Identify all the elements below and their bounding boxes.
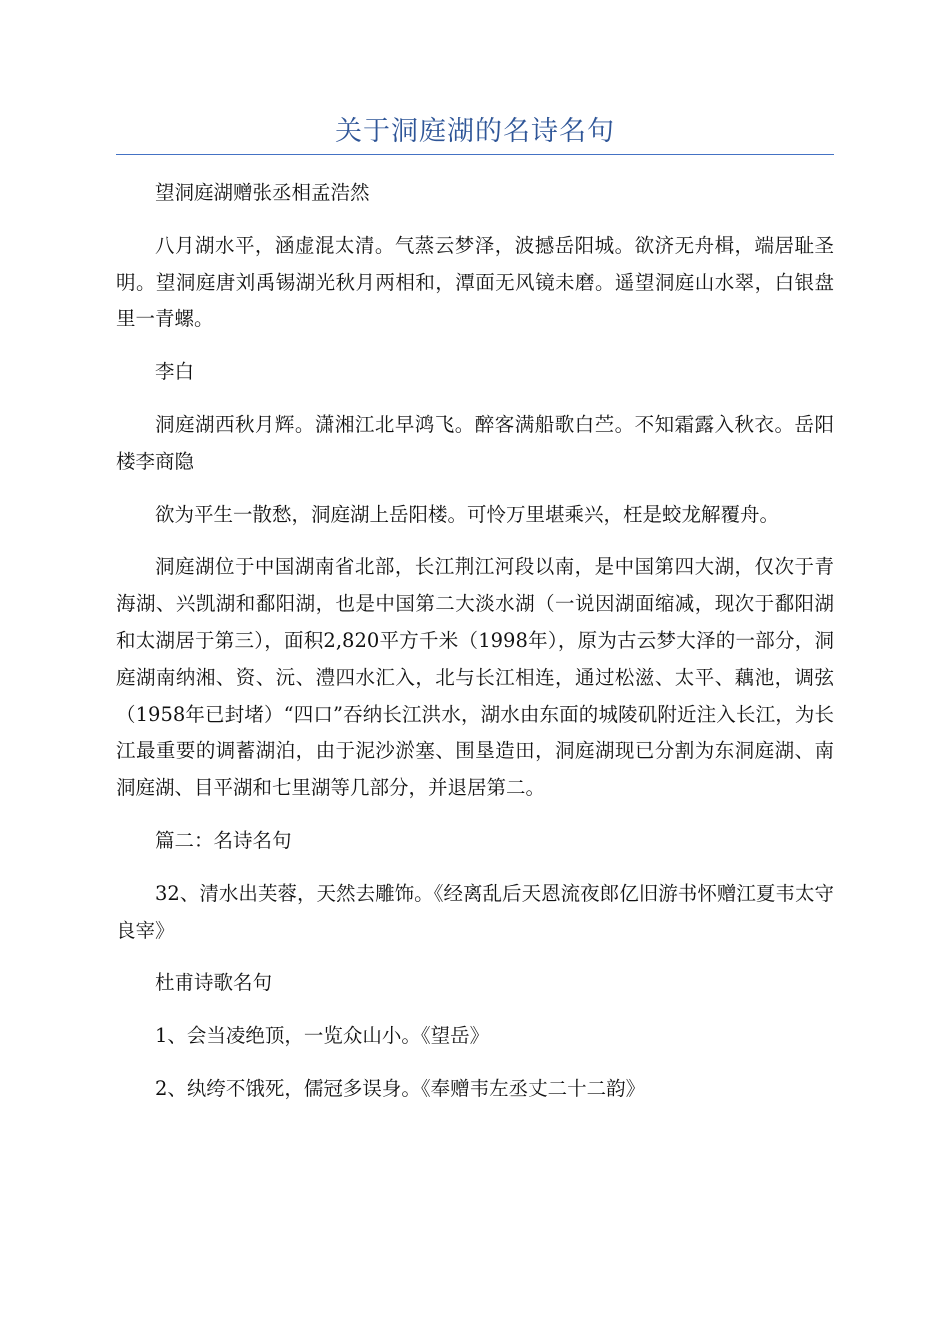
title-underline <box>116 154 834 155</box>
paragraph-dongting-description: 洞庭湖位于中国湖南省北部，长江荆江河段以南，是中国第四大湖，仅次于青海湖、兴凯湖和鄱阳湖，也是中国第二大淡水湖（一说因湖面缩减，现次于鄱阳湖和太湖居于第三），面积2,820平方千米（1998年），原为古云梦大泽的一部分，洞庭湖南纳湘、资、沅、澧四水汇入，北与长江相连，通过松滋、太平、藕池，调弦（1958年已封堵）“四口”吞纳长江洪水，湖水由东面的城陵矶附近注入长江，为长江最重要的调蓄湖泊，由于泥沙淤塞、围垦造田，洞庭湖现已分割为东洞庭湖、南洞庭湖、目平湖和七里湖等几部分，并退居第二。 <box>116 555 834 800</box>
paragraph-section-heading: 篇二：名诗名句 <box>155 828 292 852</box>
paragraph-quote-32: 32、清水出芙蓉，天然去雕饰。《经离乱后天恩流夜郎亿旧游书怀赠江夏韦太守良宰》 <box>116 881 834 942</box>
paragraph-du-fu-heading: 杜甫诗歌名句 <box>155 971 273 995</box>
paragraph-quote-1: 1、会当凌绝顶，一览众山小。《望岳》 <box>155 1024 490 1048</box>
paragraph-quote-2: 2、纨绔不饿死，儒冠多误身。《奉赠韦左丞丈二十二韵》 <box>155 1076 646 1100</box>
paragraph-poem-text-3: 欲为平生一散愁，洞庭湖上岳阳楼。可怜万里堪乘兴，枉是蛟龙解覆舟。 <box>155 502 780 526</box>
paragraph-poem-text-1: 八月湖水平，涵虚混太清。气蒸云梦泽，波撼岳阳城。欲济无舟楫，端居耻圣明。望洞庭唐刘禹锡湖光秋月两相和，潭面无风镜未磨。遥望洞庭山水翠，白银盘里一青螺。 <box>116 233 834 331</box>
paragraph-poem-text-2: 洞庭湖西秋月辉。潇湘江北早鸿飞。醉客满船歌白苎。不知霜露入秋衣。岳阳楼李商隐 <box>116 412 834 473</box>
paragraph-poem-title-1: 望洞庭湖赠张丞相孟浩然 <box>155 181 370 204</box>
document-body <box>116 175 834 1124</box>
document-title: 关于洞庭湖的名诗名句 <box>335 116 615 147</box>
paragraph-author-li-bai: 李白 <box>155 360 195 384</box>
